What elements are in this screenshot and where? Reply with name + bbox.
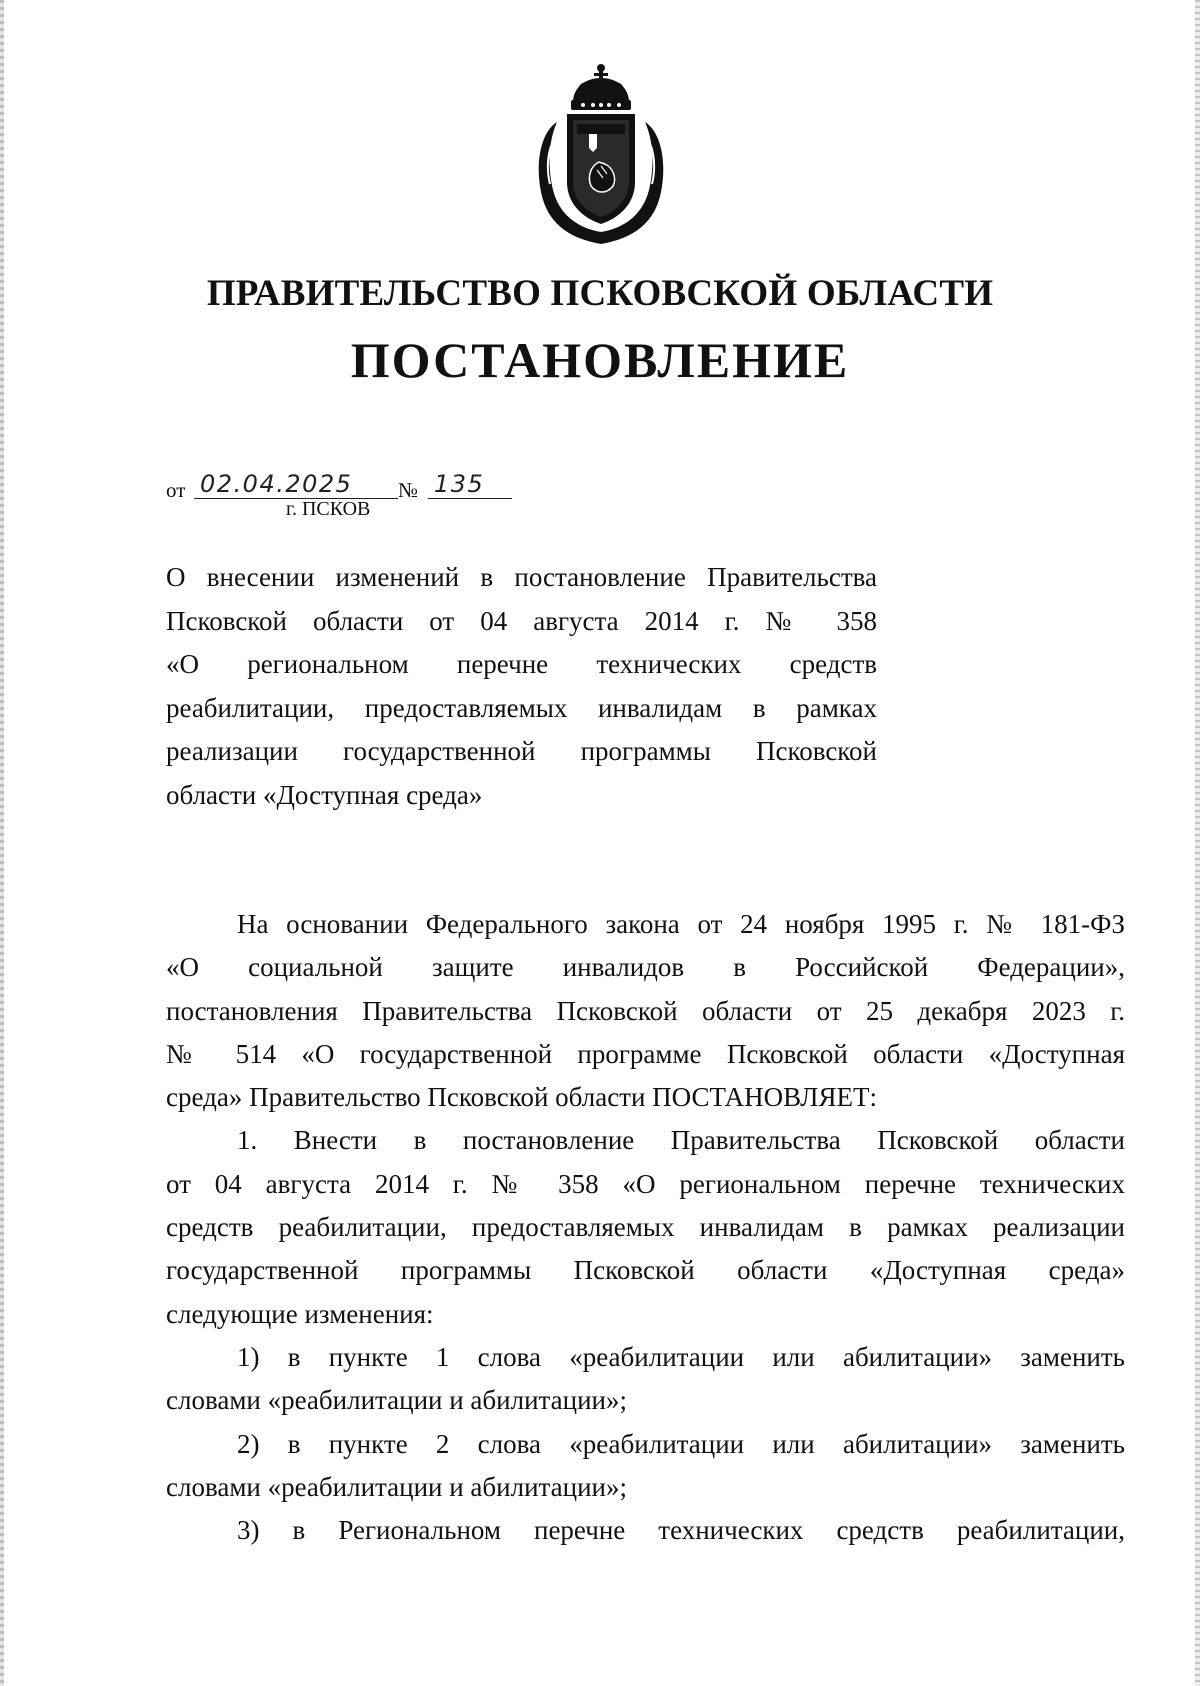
body-line: 3) в Региональном перечне технических средств реабилитации, <box>237 1515 1125 1546</box>
body-line: № 514 «О государственной программе Псковской области «Доступная <box>166 1038 1125 1069</box>
subject-line: О внесении изменений в постановление Правительства <box>166 562 877 592</box>
body-line: 1. Внести в постановление Правительства Псковской области <box>237 1125 1125 1156</box>
date-prefix: от <box>166 478 186 502</box>
body-line: 1) в пункте 1 слова «реабилитации или абилитации» заменить <box>237 1341 1125 1372</box>
body-line: словами «реабилитации и абилитации»; <box>166 1385 627 1416</box>
subject-line: «О региональном перечне технических средств <box>166 649 877 679</box>
document-body <box>166 903 1125 1552</box>
body-line: средств реабилитации, предоставляемых инвалидам в рамках реализации <box>166 1212 1125 1243</box>
body-line: среда» Правительство Псковской области ПОСТАНОВЛЯЕТ: <box>166 1082 877 1113</box>
pskov-region-coat-of-arms-icon <box>527 62 675 246</box>
scan-edge-right <box>1195 0 1200 1686</box>
handwritten-number: 135 <box>428 470 512 499</box>
subject-line: реабилитации, предоставляемых инвалидам в рамках <box>166 692 877 723</box>
body-line: На основании Федерального закона от 24 ноября 1995 г. № 181-ФЗ <box>237 909 1125 939</box>
subject-line: Псковской области от 04 августа 2014 г. № 358 <box>166 605 877 636</box>
body-line: следующие изменения: <box>166 1298 434 1329</box>
document-subject <box>166 556 877 817</box>
subject-line: области «Доступная среда» <box>166 779 483 810</box>
body-line: постановления Правительства Псковской области от 25 декабря 2023 г. <box>166 995 1125 1026</box>
body-line: «О социальной защите инвалидов в Российской Федерации», <box>166 952 1125 983</box>
body-line: словами «реабилитации и абилитации»; <box>166 1471 627 1502</box>
scan-edge-left <box>0 0 4 1686</box>
body-line: 2) в пункте 2 слова «реабилитации или абилитации» заменить <box>237 1428 1125 1459</box>
city-label: г. ПСКОВ <box>286 498 371 520</box>
government-title: ПРАВИТЕЛЬСТВО ПСКОВСКОЙ ОБЛАСТИ <box>206 273 994 314</box>
handwritten-date: 02.04.2025 <box>194 470 398 499</box>
number-prefix: № <box>398 478 419 502</box>
body-line: государственной программы Псковской области «Доступная среда» <box>166 1255 1125 1286</box>
document-type-title: ПОСТАНОВЛЕНИЕ <box>350 332 850 388</box>
subject-line: реализации государственной программы Псковской <box>166 736 877 766</box>
body-line: от 04 августа 2014 г. № 358 «О региональном перечне технических <box>166 1168 1125 1199</box>
